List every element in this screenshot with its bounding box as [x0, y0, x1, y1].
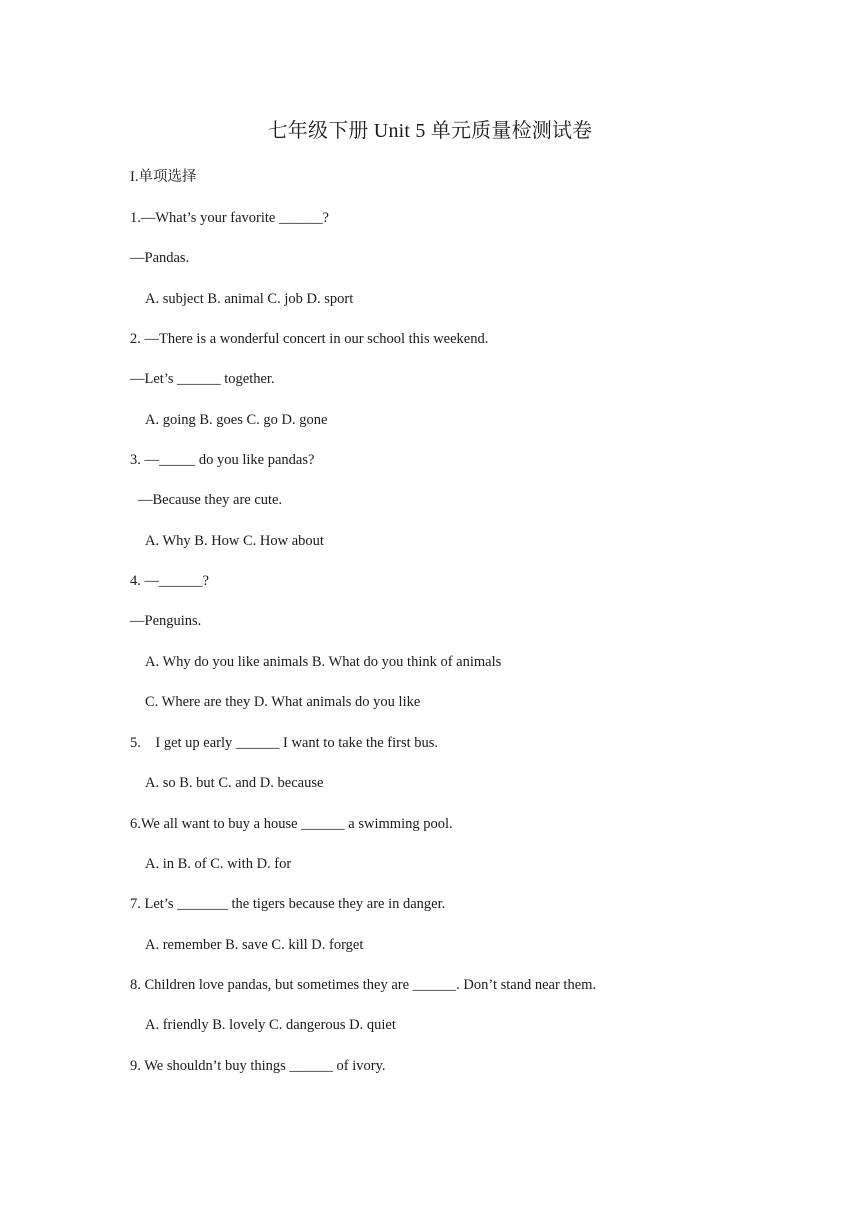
question-2-answer: —Let’s ______ together. [130, 371, 275, 387]
question-5-stem: 5. I get up early ______ I want to take the first bus. [130, 735, 439, 751]
question-1-stem: 1.—What’s your favorite ______? [130, 210, 329, 226]
question-3-options: A. Why B. How C. How about [145, 533, 324, 549]
question-4-stem: 4. —______? [130, 573, 209, 589]
question-2-stem: 2. —There is a wonderful concert in our school this weekend. [130, 331, 489, 347]
question-4-answer: —Penguins. [130, 613, 202, 629]
question-8-stem: 8. Children love pandas, but sometimes they are ______. Don’t stand near them. [130, 977, 597, 993]
question-6-options: A. in B. of C. with D. for [145, 856, 292, 872]
question-9-stem: 9. We shouldn’t buy things ______ of ivory. [130, 1058, 386, 1074]
question-7-options: A. remember B. save C. kill D. forget [145, 937, 364, 953]
question-7-stem: 7. Let’s _______ the tigers because they are in danger. [130, 896, 446, 912]
document-title: 七年级下册 Unit 5 单元质量检测试卷 [267, 120, 593, 142]
question-3-stem: 3. —_____ do you like pandas? [130, 452, 315, 468]
question-3-answer: —Because they are cute. [138, 492, 283, 508]
question-4-options-line-1: A. Why do you like animals B. What do you think of animals [145, 654, 502, 670]
question-1-options: A. subject B. animal C. job D. sport [145, 291, 354, 307]
question-5-options: A. so B. but C. and D. because [145, 775, 324, 791]
question-2-options: A. going B. goes C. go D. gone [145, 412, 328, 428]
question-6-stem: 6.We all want to buy a house ______ a swimming pool. [130, 816, 453, 832]
question-4-options-line-2: C. Where are they D. What animals do you like [145, 694, 421, 710]
question-1-answer: —Pandas. [130, 250, 190, 266]
section-heading: I.单项选择 [130, 169, 197, 185]
question-8-options: A. friendly B. lovely C. dangerous D. quiet [145, 1017, 396, 1033]
